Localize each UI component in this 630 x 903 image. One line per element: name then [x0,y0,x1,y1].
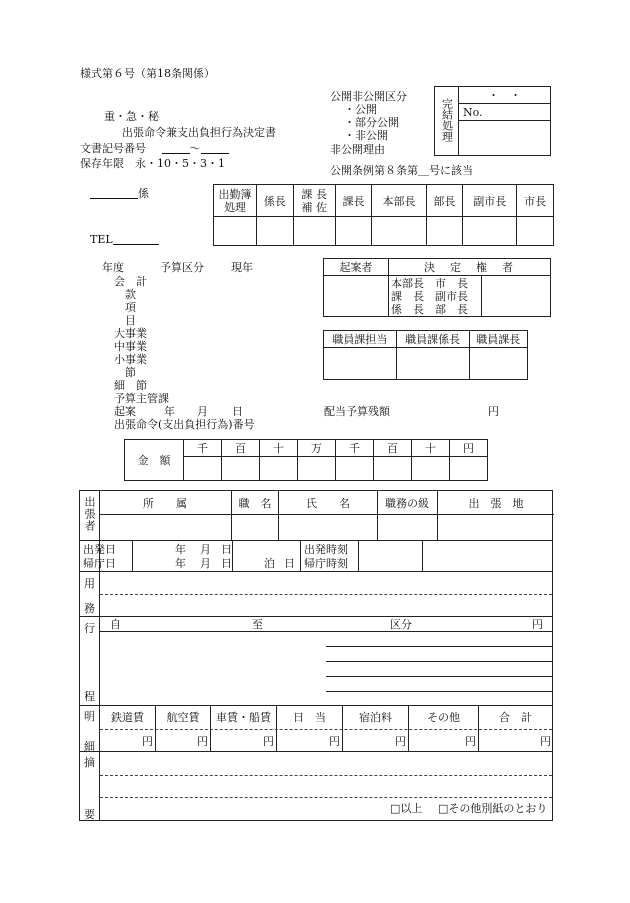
amount-digit-2[interactable] [222,457,260,481]
budget-kaikei: 会 計 [114,275,147,288]
completion-blank[interactable] [459,121,551,156]
kakari-field[interactable] [90,188,138,199]
amount-digit-7[interactable] [412,457,450,481]
approval-header-kacho: 課長 [335,185,372,217]
kakari-label: 係 [138,187,149,200]
depart-day: 日 [221,543,232,556]
youmu-label-2: 務 [84,602,95,615]
return-month: 月 [200,557,211,570]
header-chochi: 出 張 地 [468,497,524,510]
cost-yen-air: 円 [197,735,208,748]
return-date-label: 帰庁日 [83,557,116,570]
budget-sho: 小事業 [114,353,147,366]
cost-header-rail: 鉄道賃 [111,711,144,724]
cost-header-daily: 日 当 [293,711,326,724]
disclosure-heading: 公開非公開区分 [330,90,407,103]
depart-date-label: 出発日 [83,543,116,556]
staff-stamp-tanto[interactable] [324,348,397,380]
amount-table [124,439,488,481]
amount-digit-8[interactable] [450,457,488,481]
approval-stamp-honbucho[interactable] [372,217,426,246]
staff-stamp-kakaricho[interactable] [396,348,469,380]
budget-moku: 目 [125,314,136,327]
decision-row-2: 課 長 副市長 [391,290,468,303]
header-shozoku: 所 属 [143,497,187,510]
cost-yen-other: 円 [465,735,476,748]
completion-number[interactable]: No. [459,104,551,121]
staff-table [323,330,528,380]
budget-kian-year: 年 [164,405,175,418]
header-shokumei: 職 名 [238,497,272,510]
traveler-label: 出張者 [83,496,96,532]
disclosure-option-private[interactable]: ・非公開 [344,129,388,142]
budget-kian-day: 日 [232,405,243,418]
haku-day: 日 [284,557,295,570]
meisai-label-2: 細 [84,740,95,753]
tekiyo-label-1: 摘 [84,756,95,769]
header-kyu: 職務の級 [385,497,429,510]
decision-row-1: 本部長 市 長 [391,277,468,290]
staff-stamp-kacho[interactable] [469,348,528,380]
amount-unit-sen2: 千 [336,440,374,457]
depart-time-label: 出発時刻 [304,543,348,556]
cost-yen-rail: 円 [142,735,153,748]
amount-unit-hyaku2: 百 [374,440,412,457]
amount-unit-en: 円 [450,440,488,457]
approval-header-attendance: 出勤簿 処理 [214,185,257,217]
decision-table [323,258,551,317]
secrecy-level: 重・急・秘 [104,110,159,123]
approval-stamp-kakaricho[interactable] [257,217,294,246]
cost-yen-lodging: 円 [395,735,406,748]
budget-kan: 款 [125,288,136,301]
budget-saisetsu: 細 節 [114,379,147,392]
itinerary-from: 自 [110,618,121,631]
budget-zangaku-yen: 円 [488,405,499,418]
kakari-row [90,188,149,199]
approval-header-fukushicho: 副市長 [463,185,517,217]
meisai-label-1: 明 [84,710,95,723]
itinerary-to: 至 [252,618,263,631]
staff-header-kacho: 職員課長 [469,331,528,348]
amount-label: 金 額 [125,440,184,481]
amount-digit-3[interactable] [260,457,298,481]
staff-header-kakaricho: 職員課係長 [396,331,469,348]
budget-kou: 項 [125,301,136,314]
doc-number-label: 文書記号番号 [80,142,146,155]
kotei-label-1: 行 [84,622,95,635]
decision-kianja-stamp[interactable] [324,276,389,317]
tel-label: TEL [90,233,113,246]
cost-header-other: その他 [427,711,460,724]
return-year: 年 [175,557,186,570]
completion-label-cell [435,87,459,156]
disclosure-option-partial[interactable]: ・部分公開 [344,116,399,129]
depart-year: 年 [175,543,186,556]
travel-table [79,490,553,821]
doc-number-field-1[interactable] [162,143,190,154]
budget-chu: 中事業 [114,340,147,353]
cost-yen-daily: 円 [329,735,340,748]
itinerary-kubun: 区分 [390,618,412,631]
kotei-label-2: 程 [84,690,95,703]
disclosure-option-public[interactable]: ・公開 [344,103,377,116]
approval-header-kakaricho: 係長 [257,185,294,217]
decision-authority-cell[interactable] [389,276,551,317]
check-ijo[interactable]: □以上 [390,802,423,815]
depart-month: 月 [200,543,211,556]
youmu-label-1: 用 [84,577,95,590]
tekiyo-label-2: 要 [84,808,95,821]
budget-shukan: 予算主管課 [114,392,169,405]
cost-yen-car: 円 [263,735,274,748]
cost-yen-total: 円 [540,735,551,748]
approval-header-kachohosa: 課 長 補 佐 [293,185,335,217]
decision-row-3: 係 長 部 長 [391,303,468,316]
approval-header-shicho: 市長 [517,185,554,217]
staff-header-tanto: 職員課担当 [324,331,397,348]
approval-stamp-bucho[interactable] [426,217,463,246]
itinerary-yen: 円 [532,618,543,631]
approval-header-honbucho: 本部長 [372,185,426,217]
budget-nendo: 年度 [102,261,124,274]
amount-digit-4[interactable] [298,457,336,481]
amount-digit-6[interactable] [374,457,412,481]
approval-table [213,184,554,246]
check-other-sheet[interactable]: □その他別紙のとおり [438,802,548,815]
amount-unit-hyaku1: 百 [222,440,260,457]
tel-row [90,234,159,245]
header-shimei: 氏 名 [306,497,350,510]
form-number: 様式第６号（第18条関係） [80,67,215,80]
doc-number-tilde: ～ [189,142,201,155]
tel-field[interactable] [113,234,159,245]
amount-unit-ju2: 十 [412,440,450,457]
approval-stamp-attendance[interactable] [214,217,257,246]
budget-zangaku: 配当予算残額 [324,405,390,418]
amount-unit-sen1: 千 [184,440,222,457]
amount-unit-ju1: 十 [260,440,298,457]
completion-box [434,86,551,156]
decision-kianja: 起案者 [324,259,389,276]
approval-stamp-kachohosa[interactable] [293,217,335,246]
amount-digit-1[interactable] [184,457,222,481]
retention-period: 保存年限 永・10・5・3・1 [80,157,225,170]
cost-header-lodging: 宿泊料 [359,711,392,724]
decision-kettei: 決 定 権 者 [389,259,551,276]
budget-gennen: 現年 [231,261,253,274]
budget-setsu: 節 [125,366,136,379]
cost-header-car-ship: 車賃・船賃 [216,711,271,724]
approval-stamp-shicho[interactable] [517,217,554,246]
return-day: 日 [221,557,232,570]
cost-header-air: 航空賃 [166,711,200,724]
completion-date[interactable]: ・ ・ [459,87,551,104]
approval-stamp-fukushicho[interactable] [463,217,517,246]
cost-header-total: 合 計 [499,711,532,724]
budget-kian-month: 月 [197,405,208,418]
haku-label: 泊 [264,557,275,570]
budget-kian: 起案 [114,405,136,418]
approval-header-bucho: 部長 [426,185,463,217]
budget-order-number: 出張命令(支出負担行為)番号 [114,418,255,431]
doc-number-row [80,143,229,154]
amount-unit-man: 万 [298,440,336,457]
completion-label: 完結処理 [440,97,454,142]
disclosure-clause: 公開条例第８条第＿号に該当 [330,164,473,177]
budget-dai: 大事業 [114,327,147,340]
amount-digit-5[interactable] [336,457,374,481]
doc-number-field-2[interactable] [201,143,229,154]
page-title: 出張命令兼支出負担行為決定書 [122,126,276,139]
return-time-label: 帰庁時刻 [304,557,348,570]
approval-stamp-kacho[interactable] [335,217,372,246]
nondisclosure-reason: 非公開理由 [330,143,385,156]
budget-kubun: 予算区分 [160,261,204,274]
